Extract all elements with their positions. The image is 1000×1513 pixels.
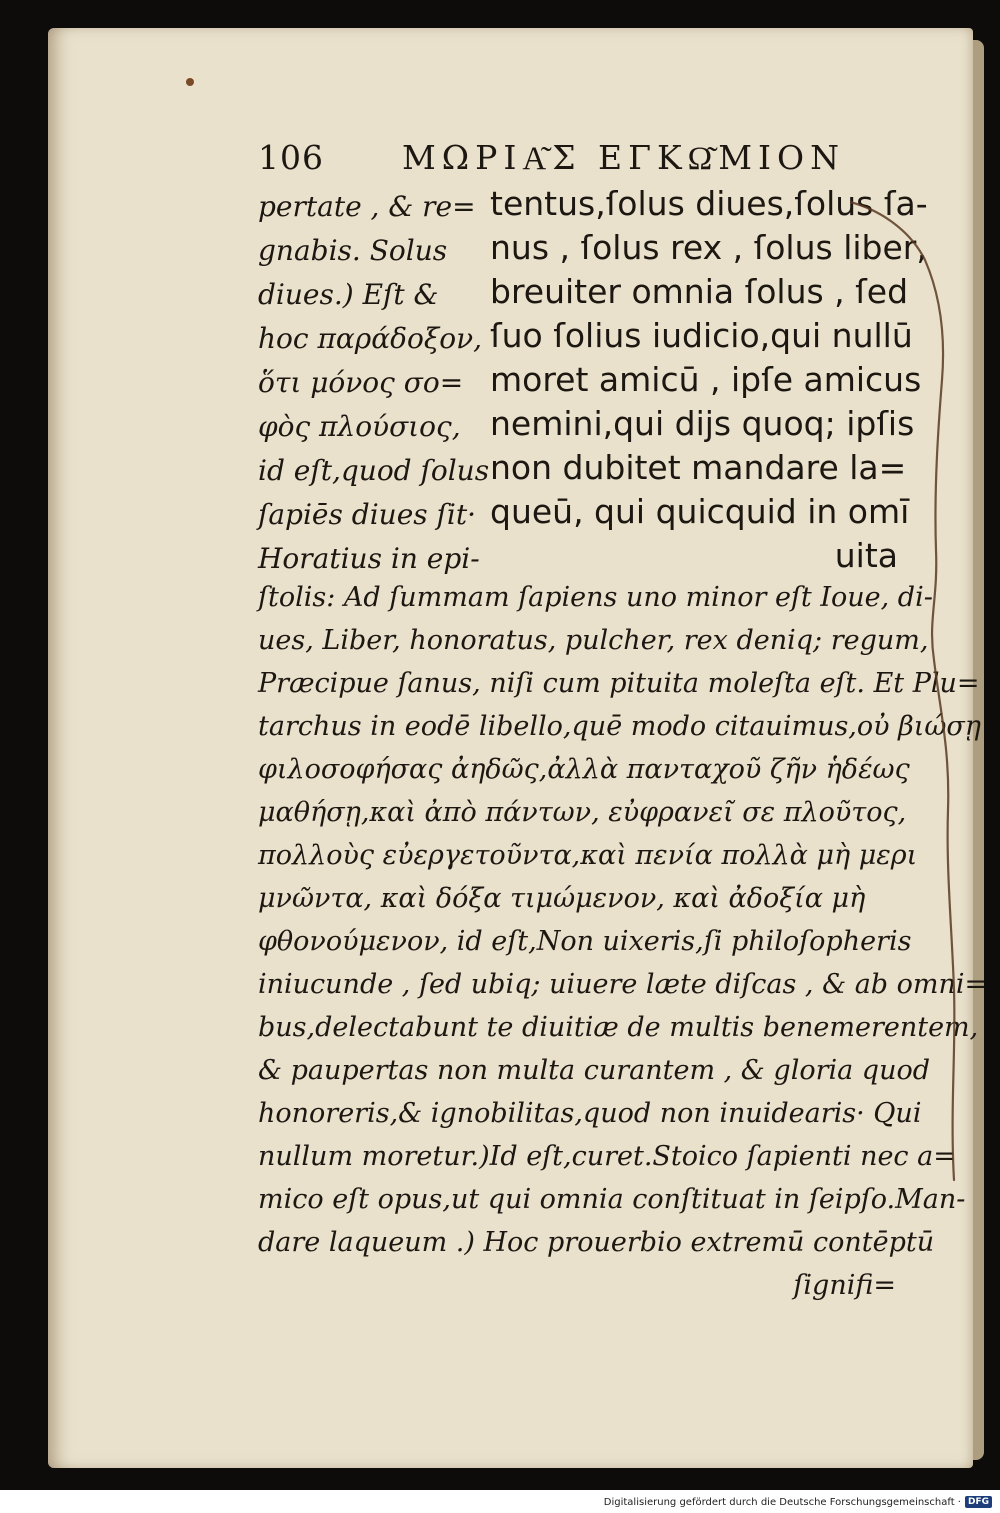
running-header <box>258 138 845 178</box>
main-text-line: queū, qui quicquid in omī <box>490 492 910 531</box>
main-text-line: breuiter omnia ſolus , ſed <box>490 272 909 311</box>
body-line: nullum moretur.)Id eſt,curet.Stoico ſapienti nec a= <box>258 1141 956 1172</box>
main-text-line: non dubitet mandare la= <box>490 448 907 487</box>
gloss-line: gnabis. Solus <box>258 234 448 267</box>
gloss-line: id eſt,quod ſolus <box>258 454 490 487</box>
body-line: Præcipue ſanus, niſi cum pituita moleſta eſt. Et Plu= <box>258 668 980 699</box>
main-text-line: nus , ſolus rex , ſolus liber, <box>490 228 927 267</box>
main-text-line: uita <box>834 536 898 575</box>
body-line: honoreris,& ignobilitas,quod non inuidearis· Qui <box>258 1098 922 1129</box>
body-line: & paupertas non multa curantem , & gloria quod <box>258 1055 931 1086</box>
gloss-line: Horatius in epi- <box>258 542 480 575</box>
body-line: bus,delectabunt te diuitiæ de multis benemerentem, <box>258 1012 979 1043</box>
main-text-line: nemini,qui dijs quoq; ipſis <box>490 404 915 443</box>
page-number: 106 <box>258 138 324 177</box>
footer-text: Digitalisierung gefördert durch die Deutsche Forschungsgemeinschaft · <box>603 1496 961 1508</box>
footer-credit <box>604 1493 992 1511</box>
body-line: πολλοὺς εὐεργετοῦντα,καὶ πενία πολλὰ μὴ μερι <box>258 840 918 871</box>
body-line: tarchus in eodē libello,quē modo citauimus,οὐ βιώσῃ <box>258 711 981 742</box>
main-text-line: moret amicū , ipſe amicus <box>490 360 922 399</box>
body-line: ues, Liber, honoratus, pulcher, rex deniq; regum, <box>258 625 929 656</box>
body-line: φθονούμενον, id eſt,Non uixeris,ſi philoſopheris <box>258 926 912 957</box>
dfg-logo: DFG <box>965 1496 992 1508</box>
main-text-line: ſuo ſolius iudicio,qui nullū <box>490 316 913 355</box>
gloss-line: hoc παράδοξον, <box>258 322 483 355</box>
body-line: ſignifi= <box>793 1270 896 1301</box>
gloss-line: pertate , & re= <box>258 190 476 223</box>
running-title: ΜΩΡΙΑ͂Σ ΕΓΚΩ͂ΜΙΟΝ <box>402 138 845 177</box>
body-line: μαθήσῃ,καὶ ἀπὸ πάντων, εὐφρανεῖ σε πλοῦτος, <box>258 797 907 828</box>
main-text-line: tentus,ſolus diues,ſolus ſa- <box>490 184 928 223</box>
gloss-line: φὸς πλούσιος, <box>258 410 461 443</box>
body-line: mico eſt opus,ut qui omnia conſtituat in ſeipſo.Man- <box>258 1184 966 1215</box>
gloss-line: diues.) Eſt & <box>258 278 439 311</box>
body-line: μνῶντα, καὶ δόξα τιμώμενον, καὶ ἀδοξία μὴ <box>258 883 866 914</box>
gloss-line: ὅτι μόνος σο= <box>258 366 464 399</box>
gloss-line: ſapiēs diues ſit· <box>258 498 476 531</box>
body-line: φιλοσοφήσας ἀηδῶς,ἀλλὰ πανταχοῦ ζῆν ἡδέως <box>258 754 910 785</box>
body-line: dare laqueum .) Hoc prouerbio extremū contēptū <box>258 1227 935 1258</box>
ink-spot <box>186 78 194 86</box>
body-line: iniucunde , ſed ubiq; uiuere læte diſcas , & ab omni= <box>258 969 988 1000</box>
body-line: ſtolis: Ad ſummam ſapiens uno minor eſt Ioue, di- <box>258 582 933 613</box>
